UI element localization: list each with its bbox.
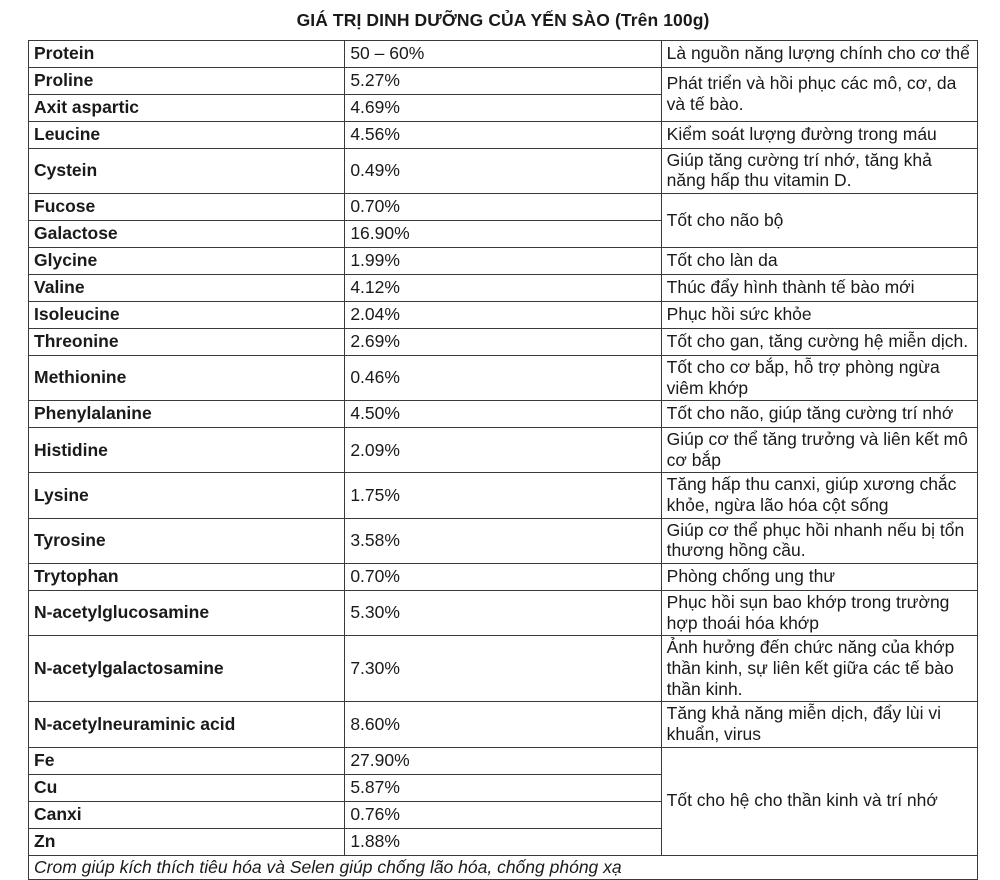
nutrient-name: Canxi xyxy=(29,801,345,828)
nutrient-description: Thúc đẩy hình thành tế bào mới xyxy=(661,274,977,301)
nutrient-name: Protein xyxy=(29,40,345,67)
nutrient-value: 16.90% xyxy=(345,220,661,247)
nutrient-value: 2.09% xyxy=(345,428,661,473)
nutrient-value: 5.87% xyxy=(345,774,661,801)
table-row xyxy=(29,247,978,274)
nutrient-description: Giúp tăng cường trí nhớ, tăng khả năng hấp thu vitamin D. xyxy=(661,148,977,193)
nutrient-description: Tốt cho não bộ xyxy=(661,193,977,247)
table-row xyxy=(29,428,978,473)
nutrient-description: Tốt cho làn da xyxy=(661,247,977,274)
nutrient-name: Glycine xyxy=(29,247,345,274)
nutrient-description: Tăng khả năng miễn dịch, đẩy lùi vi khuẩn, virus xyxy=(661,702,977,747)
nutrient-value: 27.90% xyxy=(345,747,661,774)
nutrient-value: 4.69% xyxy=(345,94,661,121)
nutrient-name: Trytophan xyxy=(29,564,345,591)
nutrient-value: 1.75% xyxy=(345,473,661,518)
nutrient-description: Tốt cho cơ bắp, hỗ trợ phòng ngừa viêm khớp xyxy=(661,355,977,400)
nutrient-value: 7.30% xyxy=(345,636,661,702)
nutrient-name: N-acetylgalactosamine xyxy=(29,636,345,702)
table-row xyxy=(29,564,978,591)
footer-note: Crom giúp kích thích tiêu hóa và Selen giúp chống lão hóa, chống phóng xạ xyxy=(29,855,978,880)
nutrient-description: Phòng chống ung thư xyxy=(661,564,977,591)
nutrient-name: Threonine xyxy=(29,328,345,355)
nutrient-description: Giúp cơ thể tăng trưởng và liên kết mô cơ bắp xyxy=(661,428,977,473)
nutrition-table xyxy=(28,6,978,880)
nutrient-value: 5.27% xyxy=(345,67,661,94)
nutrient-value: 0.70% xyxy=(345,564,661,591)
nutrient-name: N-acetylglucosamine xyxy=(29,591,345,636)
nutrient-value: 0.76% xyxy=(345,801,661,828)
table-row xyxy=(29,355,978,400)
nutrient-value: 0.70% xyxy=(345,193,661,220)
table-row xyxy=(29,148,978,193)
table-row xyxy=(29,747,978,774)
nutrient-value: 1.99% xyxy=(345,247,661,274)
table-row xyxy=(29,636,978,702)
nutrient-name: Cu xyxy=(29,774,345,801)
table-row xyxy=(29,40,978,67)
table-row xyxy=(29,121,978,148)
nutrient-name: Lysine xyxy=(29,473,345,518)
nutrient-description: Phát triển và hồi phục các mô, cơ, da và tế bào. xyxy=(661,67,977,121)
table-row xyxy=(29,473,978,518)
nutrient-description: Tốt cho não, giúp tăng cường trí nhớ xyxy=(661,401,977,428)
nutrient-value: 4.56% xyxy=(345,121,661,148)
nutrient-value: 3.58% xyxy=(345,518,661,563)
nutrient-name: Valine xyxy=(29,274,345,301)
nutrient-value: 4.12% xyxy=(345,274,661,301)
nutrient-description: Tốt cho gan, tăng cường hệ miễn dịch. xyxy=(661,328,977,355)
nutrient-name: Tyrosine xyxy=(29,518,345,563)
nutrient-value: 1.88% xyxy=(345,828,661,855)
footer-row xyxy=(29,855,978,880)
nutrient-value: 4.50% xyxy=(345,401,661,428)
nutrient-name: Histidine xyxy=(29,428,345,473)
nutrient-name: Galactose xyxy=(29,220,345,247)
nutrient-name: Fucose xyxy=(29,193,345,220)
nutrient-name: Methionine xyxy=(29,355,345,400)
nutrient-name: Phenylalanine xyxy=(29,401,345,428)
table-row xyxy=(29,67,978,94)
nutrient-description: Ảnh hưởng đến chức năng của khớp thần kinh, sự liên kết giữa các tế bào thần kinh. xyxy=(661,636,977,702)
table-row xyxy=(29,301,978,328)
nutrient-name: N-acetylneuraminic acid xyxy=(29,702,345,747)
nutrient-name: Leucine xyxy=(29,121,345,148)
nutrient-value: 5.30% xyxy=(345,591,661,636)
nutrient-description: Phục hồi sức khỏe xyxy=(661,301,977,328)
nutrient-name: Zn xyxy=(29,828,345,855)
table-row xyxy=(29,328,978,355)
table-row xyxy=(29,702,978,747)
nutrient-description: Phục hồi sụn bao khớp trong trường hợp thoái hóa khớp xyxy=(661,591,977,636)
nutrient-name: Axit aspartic xyxy=(29,94,345,121)
nutrient-value: 0.49% xyxy=(345,148,661,193)
nutrient-description: Giúp cơ thể phục hồi nhanh nếu bị tổn thương hồng cầu. xyxy=(661,518,977,563)
table-title-row xyxy=(29,6,978,40)
nutrient-name: Isoleucine xyxy=(29,301,345,328)
nutrition-table-body xyxy=(29,6,978,855)
nutrient-value: 8.60% xyxy=(345,702,661,747)
table-row xyxy=(29,518,978,563)
nutrient-value: 2.69% xyxy=(345,328,661,355)
table-row xyxy=(29,401,978,428)
table-row xyxy=(29,274,978,301)
nutrient-name: Fe xyxy=(29,747,345,774)
page-title: GIÁ TRỊ DINH DƯỠNG CỦA YẾN SÀO (Trên 100g) xyxy=(296,10,710,30)
nutrient-value: 2.04% xyxy=(345,301,661,328)
nutrient-description: Kiểm soát lượng đường trong máu xyxy=(661,121,977,148)
nutrient-description: Tốt cho hệ cho thần kinh và trí nhớ xyxy=(661,747,977,855)
nutrient-name: Cystein xyxy=(29,148,345,193)
nutrient-value: 0.46% xyxy=(345,355,661,400)
nutrient-value: 50 – 60% xyxy=(345,40,661,67)
nutrient-description: Tăng hấp thu canxi, giúp xương chắc khỏe, ngừa lão hóa cột sống xyxy=(661,473,977,518)
nutrient-description: Là nguồn năng lượng chính cho cơ thể xyxy=(661,40,977,67)
table-row xyxy=(29,193,978,220)
table-row xyxy=(29,591,978,636)
nutrition-table-foot xyxy=(29,855,978,880)
nutrient-name: Proline xyxy=(29,67,345,94)
